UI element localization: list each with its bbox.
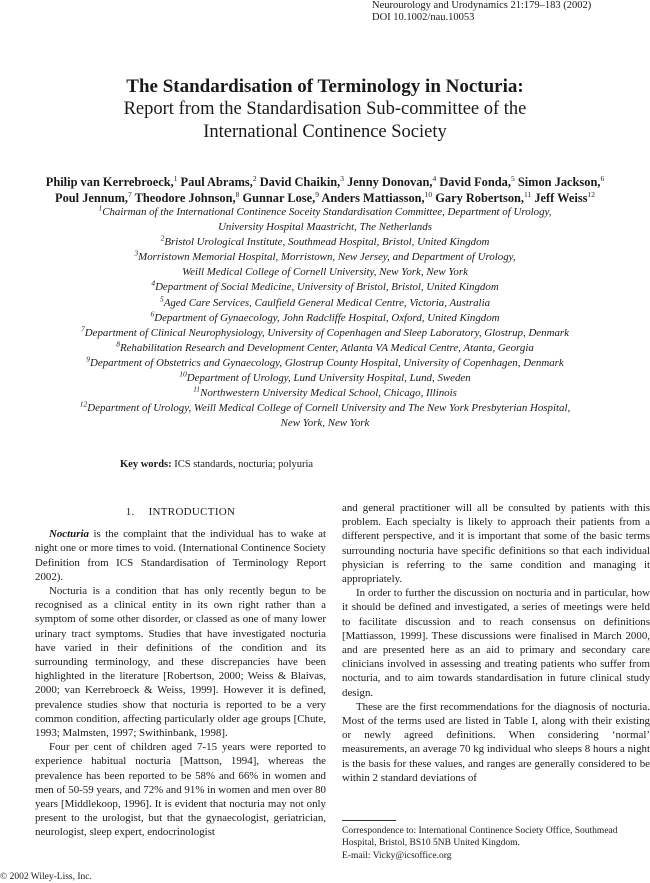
- right-column: [342, 501, 650, 785]
- section-title: INTRODUCTION: [148, 506, 236, 518]
- article-title: [0, 76, 650, 143]
- title-sub-line-2: International Continence Society: [203, 121, 447, 142]
- correspondence-address: Correspondence to: International Continence Society Office, Southmead Hospital, Bristol, BS10 5NB United Kingdom.: [342, 826, 618, 849]
- affiliation: $^7$Department of Clinical Neurophysiology, University of Copenhagen and Sleep Laboratory, Glostrup, Denmark: [81, 324, 569, 339]
- author: Simon Jackson,$^6$: [514, 173, 605, 189]
- section-number: 1.: [125, 506, 135, 518]
- correspondence-note: [342, 825, 650, 862]
- affiliation: $^8$Rehabilitation Research and Development Center, Atlanta VA Medical Centre, Atanta, Georgia: [116, 339, 534, 354]
- author-line-1: [0, 174, 650, 190]
- footnote-rule: [342, 820, 396, 821]
- keywords-label: Key words:: [120, 459, 172, 470]
- keywords-value: ICS standards, nocturia; polyuria: [174, 459, 314, 470]
- paragraph: Nocturia is a condition that has only recently begun to be recognised as a clinical entity in its own right rather than a symptom of some other disorder, or classed as one of many lower urinary tract symptoms. Studies that have investigated nocturia have varied in their definitions of the condition and its surrounding terminology, and these discrepancies have been highlighted in the literature [Robertson, 2000; Weiss & Blaivas, 2000; van Kerrebroeck & Weiss, 1999]. However it is defined, prevalence studies show that nocturia is reported to be a very common condition, affecting particularly older age groups [Chute, 1993; Malmsten, 1997; Swithinbank, 1998].: [35, 585, 326, 740]
- affiliation: $^1$Chairman of the International Continence Soceity Standardisation Committee, Department of Urology,: [98, 203, 552, 218]
- author: Jeff Weiss$^{12}$: [531, 189, 595, 205]
- author: Anders Mattiasson,$^{10}$: [318, 189, 433, 205]
- keywords: [120, 459, 313, 470]
- affiliation: $^9$Department of Obstetrics and Gynaecology, Glostrup County Hospital, University of Copenhagen, Denmark: [86, 354, 564, 369]
- affiliation: $^4$Department of Social Medicine, University of Bristol, Bristol, United Kingdom: [151, 278, 499, 294]
- title-main: The Standardisation of Terminology in Nocturia:: [126, 76, 524, 97]
- correspondence-email: E-mail: Vicky@icsoffice.org: [342, 850, 452, 861]
- author: Jenny Donovan,$^4$: [344, 173, 437, 189]
- defined-term: Nocturia: [49, 528, 89, 541]
- author: Paul Abrams,$^2$: [177, 173, 257, 189]
- paragraph: and general practitioner will all be consulted by patients with this problem. Each specialty is likely to approach their patients from a different perspective, and it is important that some of the basic terms surrounding nocturia have specific definitions so that each individual physician is referring to the same condition and managing it appropriately.: [342, 502, 650, 586]
- affiliation: $^{12}$Department of Urology, Weill Medical College of Cornell University and The New York Presbyterian Hospital,: [79, 399, 571, 415]
- affiliation: $^{10}$Department of Urology, Lund University Hospital, Lund, Sweden: [179, 369, 471, 385]
- author: Gunnar Lose,$^9$: [239, 189, 319, 205]
- copyright-notice: © 2002 Wiley-Liss, Inc.: [0, 872, 92, 882]
- affiliation: $^2$Bristol Urological Institute, Southmead Hospital, Bristol, United Kingdom: [160, 233, 490, 249]
- paragraph: These are the first recommendations for the diagnosis of nocturia. Most of the terms used are listed in Table I, along with their existing or newly agreed definitions. When considering ‘normal’ measurements, an average 70 kg individual who sleeps 8 hours a night is the basis for these values, and ranges are generally considered to be within 2 standard deviations of: [342, 700, 650, 784]
- left-column: [35, 505, 326, 840]
- affiliation-continued: Weill Medical College of Cornell University, New York, New York: [182, 266, 468, 279]
- affiliation-list: [0, 205, 650, 431]
- affiliation-continued: New York, New York: [280, 417, 370, 430]
- author: David Chaikin,$^3$: [256, 173, 345, 189]
- author: Gary Robertson,$^{11}$: [432, 189, 532, 205]
- title-sub-line-1: Report from the Standardisation Sub-committee of the: [123, 99, 527, 119]
- paragraph: In order to further the discussion on nocturia and in particular, how it should be defined and investigated, a series of meetings were held to facilitate discussion and to reach consensus on definitions [Mattiasson, 1999]. These discussions were finalised in March 2000, and are presented here as an aid to primary and secondary care clinicians involved in assessing and treating patients who suffer from nocturia, and to aim towards standardisation in future clinical study design.: [342, 587, 650, 699]
- journal-header: [372, 0, 642, 24]
- affiliation: $^{11}$Northwestern University Medical School, Chicago, Illinois: [193, 384, 457, 400]
- section-heading: [35, 505, 326, 519]
- author-list: [0, 174, 650, 206]
- doi: DOI 10.1002/nau.10053: [372, 12, 475, 23]
- affiliation: $^6$Department of Gynaecology, John Radcliffe Hospital, Oxford, United Kingdom: [150, 309, 500, 324]
- affiliation: $^3$Morristown Memorial Hospital, Morristown, New Jersey, and Department of Urology,: [134, 248, 516, 264]
- author: Poul Jennum,$^7$: [55, 189, 132, 205]
- journal-citation: Neurourology and Urodynamics 21:179–183 (2002): [372, 0, 592, 11]
- paragraph: Nocturia is the complaint that the individual has to wake at night one or more times to void. (International Continence Society Definition from ICS Standardisation of Terminology Report 2002).: [35, 528, 326, 583]
- affiliation: $^5$Aged Care Services, Caulfield General Medical Centre, Victoria, Australia: [159, 293, 491, 309]
- paragraph: Four per cent of children aged 7-15 years were reported to experience habitual nocturia [Mattson, 1994], whereas the prevalence has been reported to be 58% and 66% in women and men of 50-59 years, and 72% and 91% in women and men over 80 years [Middlekoop, 1996]. It is evident that nocturia may not only present to the urologist, but that the gynaecologist, geriatrician, neurologist, sleep expert, endocrinologist: [35, 741, 326, 839]
- author: Philip van Kerrebroeck,$^1$: [45, 173, 178, 189]
- author: David Fonda,$^5$: [436, 173, 515, 189]
- author: Theodore Johnson,$^8$: [131, 189, 240, 205]
- affiliation-continued: University Hospital Maastricht, The Netherlands: [218, 221, 432, 234]
